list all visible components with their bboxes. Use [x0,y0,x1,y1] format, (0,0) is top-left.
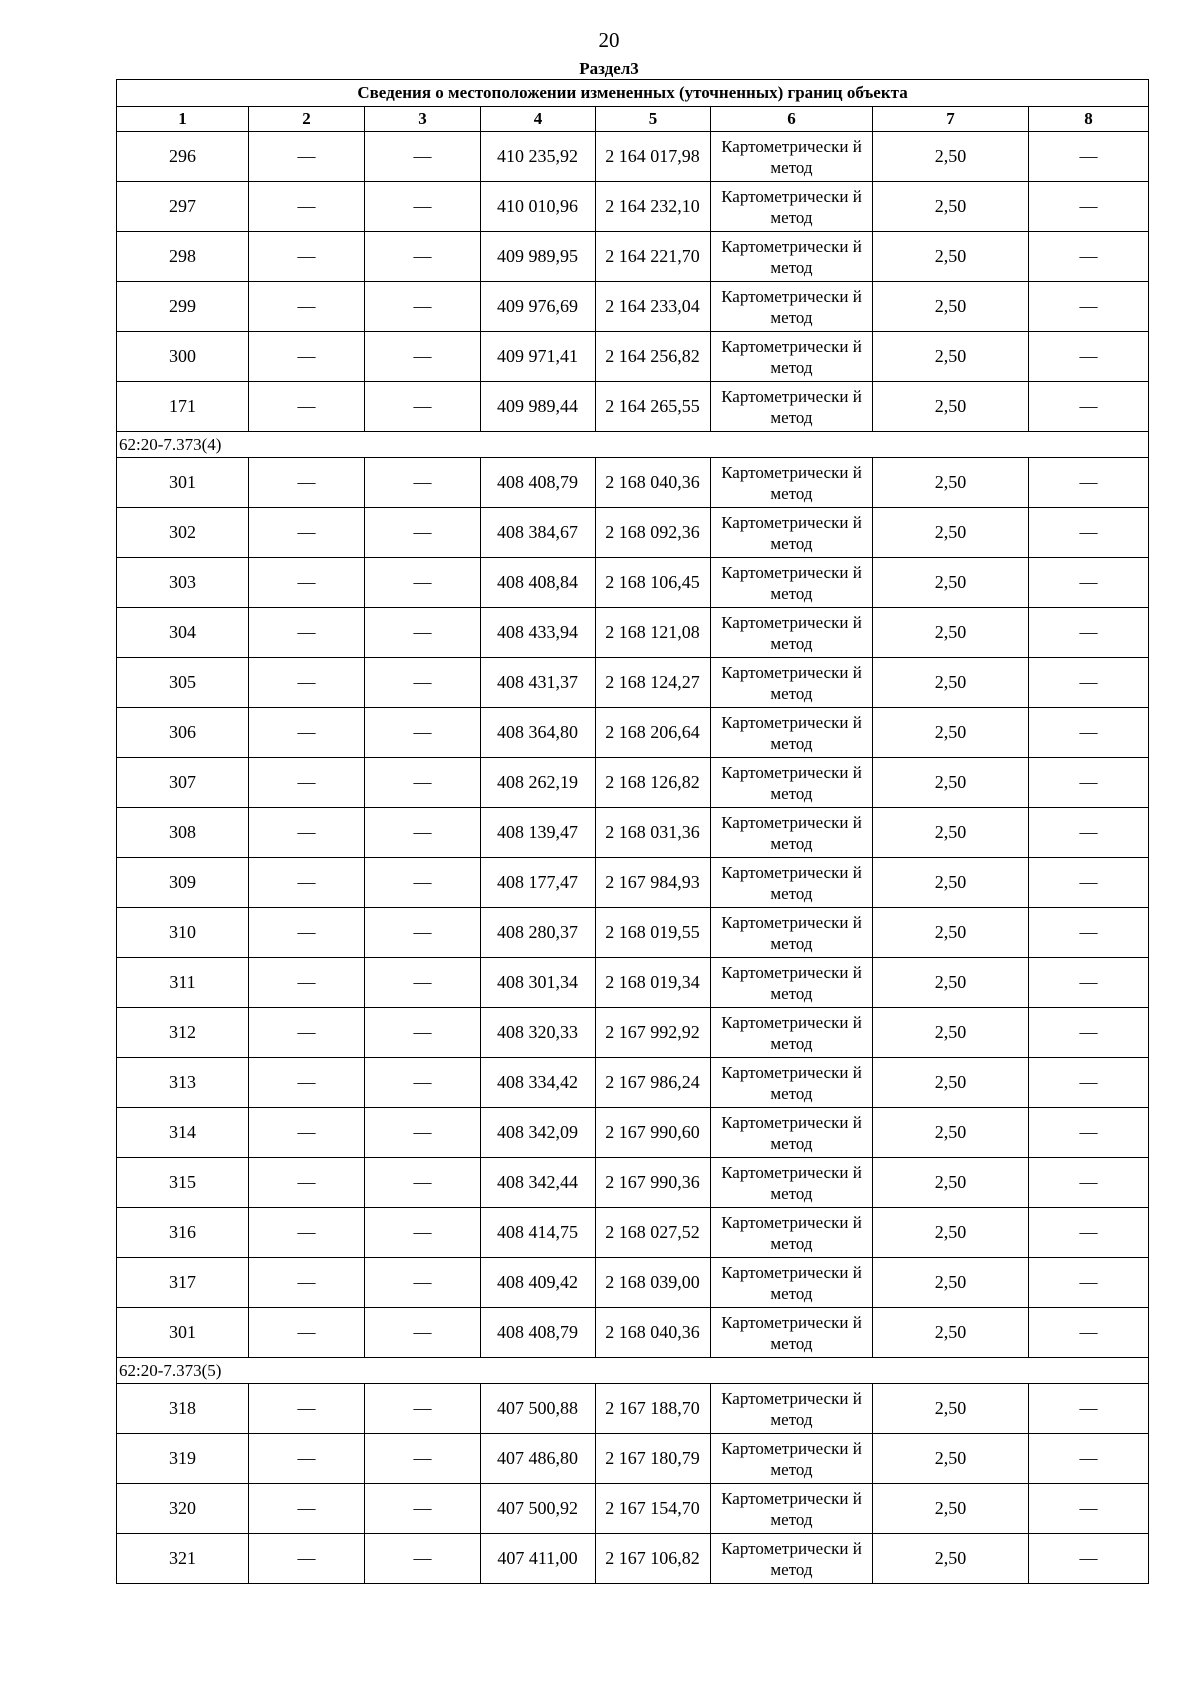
col2-cell: — [249,1108,365,1158]
accuracy-cell: 2,50 [873,182,1029,232]
method-cell: Картометрически й метод [711,1434,873,1484]
col3-cell: — [365,808,481,858]
table-row [117,458,1149,508]
method-cell: Картометрически й метод [711,1108,873,1158]
y-coordinate-cell: 2 167 154,70 [596,1484,711,1534]
method-cell: Картометрически й метод [711,508,873,558]
col8-cell: — [1029,458,1149,508]
table-row [117,908,1149,958]
point-number-cell: 313 [117,1058,249,1108]
y-coordinate-cell: 2 167 984,93 [596,858,711,908]
x-coordinate-cell: 408 414,75 [481,1208,596,1258]
column-header: 2 [249,107,365,132]
header-row [117,107,1149,132]
col8-cell: — [1029,1258,1149,1308]
method-cell: Картометрически й метод [711,332,873,382]
method-cell: Картометрически й метод [711,1158,873,1208]
col8-cell: — [1029,182,1149,232]
col8-cell: — [1029,1008,1149,1058]
y-coordinate-cell: 2 168 106,45 [596,558,711,608]
table-row [117,558,1149,608]
point-number-cell: 311 [117,958,249,1008]
table-row [117,1108,1149,1158]
col3-cell: — [365,332,481,382]
point-number-cell: 320 [117,1484,249,1534]
method-cell: Картометрически й метод [711,658,873,708]
x-coordinate-cell: 408 431,37 [481,658,596,708]
method-cell: Картометрически й метод [711,1258,873,1308]
col3-cell: — [365,1484,481,1534]
point-number-cell: 308 [117,808,249,858]
col8-cell: — [1029,1434,1149,1484]
col2-cell: — [249,1258,365,1308]
col2-cell: — [249,1308,365,1358]
x-coordinate-cell: 408 342,44 [481,1158,596,1208]
table-row [117,1258,1149,1308]
col3-cell: — [365,1108,481,1158]
x-coordinate-cell: 408 384,67 [481,508,596,558]
col2-cell: — [249,708,365,758]
col3-cell: — [365,708,481,758]
method-cell: Картометрически й метод [711,808,873,858]
col2-cell: — [249,1158,365,1208]
column-header: 7 [873,107,1029,132]
point-number-cell: 299 [117,282,249,332]
y-coordinate-cell: 2 167 992,92 [596,1008,711,1058]
col2-cell: — [249,658,365,708]
column-header: 8 [1029,107,1149,132]
table-row [117,1534,1149,1584]
y-coordinate-cell: 2 167 180,79 [596,1434,711,1484]
col8-cell: — [1029,1308,1149,1358]
col2-cell: — [249,508,365,558]
point-number-cell: 310 [117,908,249,958]
y-coordinate-cell: 2 168 027,52 [596,1208,711,1258]
col8-cell: — [1029,1484,1149,1534]
point-number-cell: 312 [117,1008,249,1058]
point-number-cell: 307 [117,758,249,808]
col8-cell: — [1029,658,1149,708]
table-row [117,758,1149,808]
col3-cell: — [365,508,481,558]
point-number-cell: 304 [117,608,249,658]
point-number-cell: 297 [117,182,249,232]
point-number-cell: 318 [117,1384,249,1434]
col3-cell: — [365,382,481,432]
table-row [117,182,1149,232]
x-coordinate-cell: 408 408,84 [481,558,596,608]
x-coordinate-cell: 408 408,79 [481,458,596,508]
method-cell: Картометрически й метод [711,1308,873,1358]
point-number-cell: 298 [117,232,249,282]
table-row [117,1058,1149,1108]
method-cell: Картометрически й метод [711,1008,873,1058]
method-cell: Картометрически й метод [711,382,873,432]
accuracy-cell: 2,50 [873,1208,1029,1258]
point-number-cell: 171 [117,382,249,432]
col2-cell: — [249,132,365,182]
accuracy-cell: 2,50 [873,1158,1029,1208]
accuracy-cell: 2,50 [873,1058,1029,1108]
x-coordinate-cell: 408 342,09 [481,1108,596,1158]
point-number-cell: 317 [117,1258,249,1308]
y-coordinate-cell: 2 164 232,10 [596,182,711,232]
table-row [117,332,1149,382]
accuracy-cell: 2,50 [873,1108,1029,1158]
accuracy-cell: 2,50 [873,1258,1029,1308]
x-coordinate-cell: 408 364,80 [481,708,596,758]
accuracy-cell: 2,50 [873,758,1029,808]
accuracy-cell: 2,50 [873,458,1029,508]
col2-cell: — [249,808,365,858]
x-coordinate-cell: 409 989,44 [481,382,596,432]
table-row [117,1158,1149,1208]
table-row [117,1008,1149,1058]
point-number-cell: 301 [117,1308,249,1358]
y-coordinate-cell: 2 168 121,08 [596,608,711,658]
accuracy-cell: 2,50 [873,282,1029,332]
accuracy-cell: 2,50 [873,232,1029,282]
accuracy-cell: 2,50 [873,608,1029,658]
accuracy-cell: 2,50 [873,808,1029,858]
x-coordinate-cell: 408 177,47 [481,858,596,908]
column-header: 5 [596,107,711,132]
col8-cell: — [1029,958,1149,1008]
point-number-cell: 302 [117,508,249,558]
col2-cell: — [249,232,365,282]
col8-cell: — [1029,508,1149,558]
method-cell: Картометрически й метод [711,958,873,1008]
column-header: 1 [117,107,249,132]
col8-cell: — [1029,808,1149,858]
col8-cell: — [1029,708,1149,758]
accuracy-cell: 2,50 [873,908,1029,958]
col3-cell: — [365,608,481,658]
group-row [117,432,1149,458]
col3-cell: — [365,182,481,232]
method-cell: Картометрически й метод [711,1384,873,1434]
col2-cell: — [249,1484,365,1534]
accuracy-cell: 2,50 [873,858,1029,908]
col3-cell: — [365,1058,481,1108]
accuracy-cell: 2,50 [873,1534,1029,1584]
column-header: 3 [365,107,481,132]
y-coordinate-cell: 2 167 106,82 [596,1534,711,1584]
method-cell: Картометрически й метод [711,708,873,758]
group-row [117,1358,1149,1384]
accuracy-cell: 2,50 [873,1484,1029,1534]
method-cell: Картометрически й метод [711,1058,873,1108]
col2-cell: — [249,908,365,958]
method-cell: Картометрически й метод [711,182,873,232]
y-coordinate-cell: 2 168 019,55 [596,908,711,958]
col3-cell: — [365,1008,481,1058]
col3-cell: — [365,1308,481,1358]
col8-cell: — [1029,858,1149,908]
accuracy-cell: 2,50 [873,382,1029,432]
x-coordinate-cell: 407 500,92 [481,1484,596,1534]
col2-cell: — [249,282,365,332]
y-coordinate-cell: 2 164 256,82 [596,332,711,382]
point-number-cell: 300 [117,332,249,382]
table-row [117,1208,1149,1258]
y-coordinate-cell: 2 164 017,98 [596,132,711,182]
x-coordinate-cell: 409 976,69 [481,282,596,332]
col3-cell: — [365,908,481,958]
y-coordinate-cell: 2 164 233,04 [596,282,711,332]
col3-cell: — [365,1534,481,1584]
method-cell: Картометрически й метод [711,1208,873,1258]
col8-cell: — [1029,908,1149,958]
col3-cell: — [365,858,481,908]
table-row [117,1434,1149,1484]
method-cell: Картометрически й метод [711,908,873,958]
x-coordinate-cell: 407 486,80 [481,1434,596,1484]
col3-cell: — [365,758,481,808]
accuracy-cell: 2,50 [873,958,1029,1008]
col2-cell: — [249,458,365,508]
accuracy-cell: 2,50 [873,1008,1029,1058]
x-coordinate-cell: 408 433,94 [481,608,596,658]
table-row [117,1308,1149,1358]
accuracy-cell: 2,50 [873,332,1029,382]
col3-cell: — [365,232,481,282]
point-number-cell: 321 [117,1534,249,1584]
table-row [117,1484,1149,1534]
x-coordinate-cell: 408 320,33 [481,1008,596,1058]
accuracy-cell: 2,50 [873,1384,1029,1434]
col8-cell: — [1029,1108,1149,1158]
accuracy-cell: 2,50 [873,132,1029,182]
point-number-cell: 296 [117,132,249,182]
point-number-cell: 301 [117,458,249,508]
table-row [117,382,1149,432]
y-coordinate-cell: 2 168 031,36 [596,808,711,858]
table-body [117,132,1149,1584]
x-coordinate-cell: 410 010,96 [481,182,596,232]
col2-cell: — [249,1208,365,1258]
col3-cell: — [365,1208,481,1258]
table-row [117,508,1149,558]
table-row [117,858,1149,908]
method-cell: Картометрически й метод [711,1534,873,1584]
point-number-cell: 314 [117,1108,249,1158]
col3-cell: — [365,958,481,1008]
point-number-cell: 305 [117,658,249,708]
col2-cell: — [249,1008,365,1058]
method-cell: Картометрически й метод [711,558,873,608]
col8-cell: — [1029,758,1149,808]
col2-cell: — [249,1058,365,1108]
x-coordinate-cell: 408 280,37 [481,908,596,958]
col2-cell: — [249,1534,365,1584]
col8-cell: — [1029,1208,1149,1258]
y-coordinate-cell: 2 164 265,55 [596,382,711,432]
method-cell: Картометрически й метод [711,282,873,332]
col3-cell: — [365,458,481,508]
x-coordinate-cell: 409 989,95 [481,232,596,282]
method-cell: Картометрически й метод [711,858,873,908]
method-cell: Картометрически й метод [711,608,873,658]
y-coordinate-cell: 2 168 206,64 [596,708,711,758]
col8-cell: — [1029,608,1149,658]
col8-cell: — [1029,382,1149,432]
accuracy-cell: 2,50 [873,508,1029,558]
col8-cell: — [1029,232,1149,282]
x-coordinate-cell: 408 139,47 [481,808,596,858]
col8-cell: — [1029,1158,1149,1208]
column-header: 6 [711,107,873,132]
y-coordinate-cell: 2 168 040,36 [596,458,711,508]
col3-cell: — [365,1434,481,1484]
x-coordinate-cell: 408 408,79 [481,1308,596,1358]
col2-cell: — [249,558,365,608]
x-coordinate-cell: 410 235,92 [481,132,596,182]
y-coordinate-cell: 2 168 126,82 [596,758,711,808]
page-number: 20 [598,28,620,52]
method-cell: Картометрически й метод [711,758,873,808]
column-header: 4 [481,107,596,132]
group-label: 62:20-7.373(4) [117,432,1149,458]
accuracy-cell: 2,50 [873,658,1029,708]
table-row [117,958,1149,1008]
table-row [117,1384,1149,1434]
col8-cell: — [1029,1534,1149,1584]
table-row [117,658,1149,708]
group-label: 62:20-7.373(5) [117,1358,1149,1384]
col3-cell: — [365,282,481,332]
col2-cell: — [249,1384,365,1434]
point-number-cell: 306 [117,708,249,758]
col2-cell: — [249,332,365,382]
col2-cell: — [249,382,365,432]
col8-cell: — [1029,558,1149,608]
accuracy-cell: 2,50 [873,1308,1029,1358]
point-number-cell: 316 [117,1208,249,1258]
col2-cell: — [249,958,365,1008]
table-row [117,608,1149,658]
col3-cell: — [365,658,481,708]
y-coordinate-cell: 2 168 092,36 [596,508,711,558]
y-coordinate-cell: 2 164 221,70 [596,232,711,282]
table-row [117,132,1149,182]
col8-cell: — [1029,332,1149,382]
table-row [117,708,1149,758]
y-coordinate-cell: 2 168 039,00 [596,1258,711,1308]
table-row [117,282,1149,332]
table-title: Сведения о местоположении измененных (уточненных) границ объекта [117,80,1149,107]
col3-cell: — [365,1258,481,1308]
accuracy-cell: 2,50 [873,708,1029,758]
y-coordinate-cell: 2 167 990,60 [596,1108,711,1158]
y-coordinate-cell: 2 168 040,36 [596,1308,711,1358]
col2-cell: — [249,858,365,908]
point-number-cell: 319 [117,1434,249,1484]
accuracy-cell: 2,50 [873,1434,1029,1484]
method-cell: Картометрически й метод [711,132,873,182]
point-number-cell: 303 [117,558,249,608]
x-coordinate-cell: 408 334,42 [481,1058,596,1108]
y-coordinate-cell: 2 167 986,24 [596,1058,711,1108]
method-cell: Картометрически й метод [711,232,873,282]
coordinates-table [116,79,1149,1584]
col2-cell: — [249,1434,365,1484]
col8-cell: — [1029,1058,1149,1108]
section-title: Раздел3 [579,59,639,78]
col3-cell: — [365,1384,481,1434]
x-coordinate-cell: 409 971,41 [481,332,596,382]
col8-cell: — [1029,132,1149,182]
y-coordinate-cell: 2 167 188,70 [596,1384,711,1434]
table-row [117,808,1149,858]
x-coordinate-cell: 408 301,34 [481,958,596,1008]
y-coordinate-cell: 2 167 990,36 [596,1158,711,1208]
accuracy-cell: 2,50 [873,558,1029,608]
point-number-cell: 315 [117,1158,249,1208]
x-coordinate-cell: 408 409,42 [481,1258,596,1308]
y-coordinate-cell: 2 168 124,27 [596,658,711,708]
col2-cell: — [249,758,365,808]
table-row [117,232,1149,282]
x-coordinate-cell: 407 500,88 [481,1384,596,1434]
method-cell: Картометрически й метод [711,458,873,508]
col8-cell: — [1029,1384,1149,1434]
point-number-cell: 309 [117,858,249,908]
y-coordinate-cell: 2 168 019,34 [596,958,711,1008]
col3-cell: — [365,132,481,182]
col8-cell: — [1029,282,1149,332]
x-coordinate-cell: 408 262,19 [481,758,596,808]
col3-cell: — [365,558,481,608]
method-cell: Картометрически й метод [711,1484,873,1534]
col2-cell: — [249,608,365,658]
col3-cell: — [365,1158,481,1208]
x-coordinate-cell: 407 411,00 [481,1534,596,1584]
col2-cell: — [249,182,365,232]
